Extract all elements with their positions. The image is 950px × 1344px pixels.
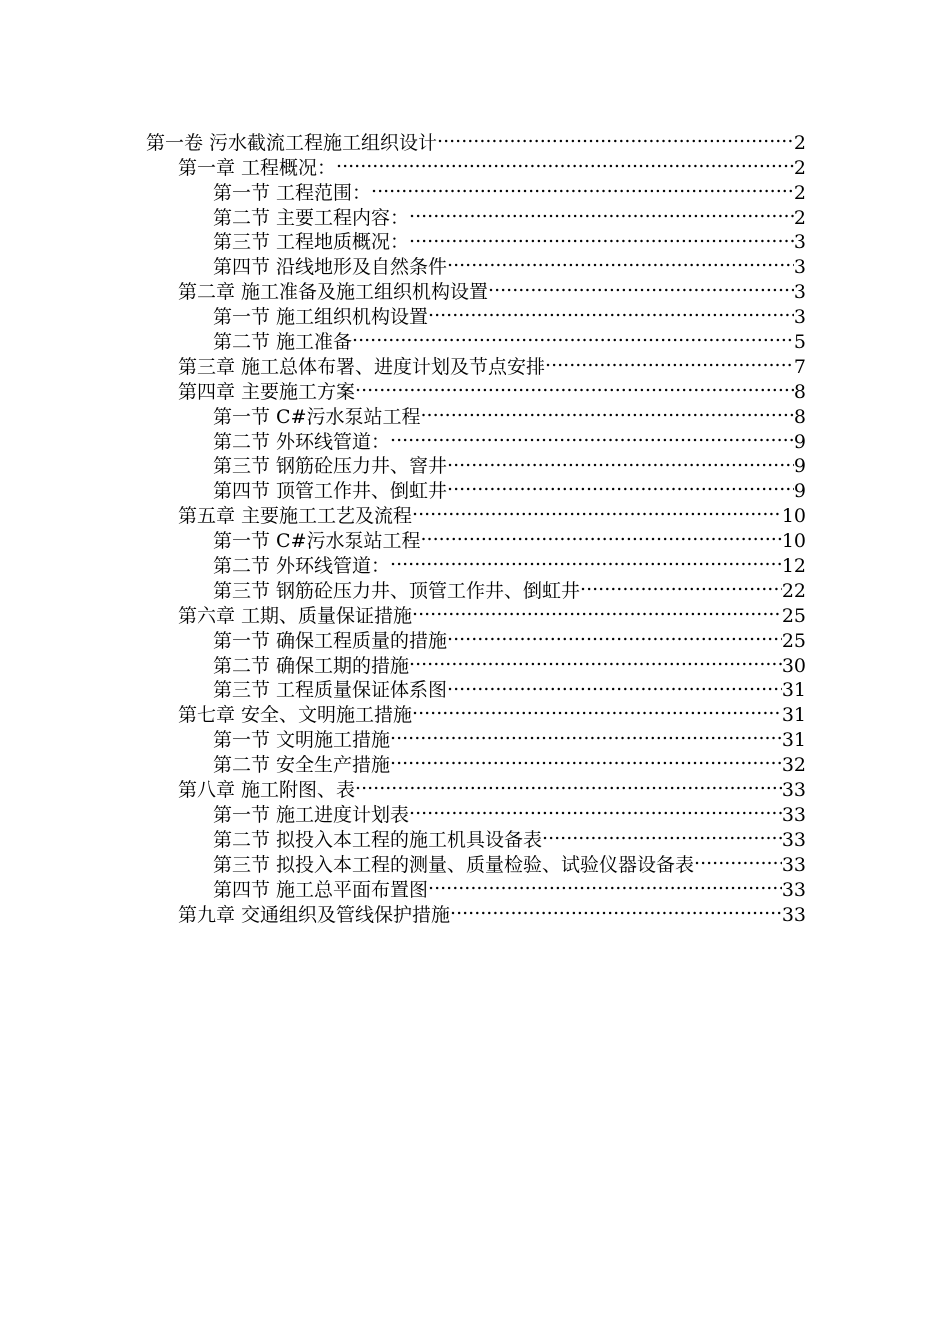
toc-entry-title: 第二节 确保工期的措施	[213, 654, 410, 677]
toc-dot-leader	[409, 199, 794, 224]
toc-section-entry[interactable]	[0, 522, 806, 553]
toc-dot-leader	[447, 472, 794, 497]
toc-section-entry[interactable]	[0, 721, 806, 752]
toc-page-number: 3	[793, 306, 806, 329]
toc-dot-leader	[409, 796, 782, 821]
toc-page-number: 33	[781, 903, 806, 926]
toc-dot-leader	[412, 497, 782, 522]
toc-dot-leader	[447, 248, 794, 273]
toc-section-entry[interactable]	[0, 323, 806, 354]
toc-page-number: 9	[793, 430, 806, 453]
toc-chapter-entry[interactable]	[0, 348, 806, 378]
toc-section-entry[interactable]	[0, 298, 806, 329]
toc-entry-title: 第三章 施工总体布署、进度计划及节点安排	[178, 355, 546, 378]
toc-page-number: 3	[793, 256, 806, 279]
toc-dot-leader	[355, 373, 794, 398]
toc-chapter-entry[interactable]	[0, 373, 806, 403]
toc-entry-title: 第六章 工期、质量保证措施	[178, 604, 413, 627]
toc-dot-leader	[428, 871, 782, 896]
toc-section-entry[interactable]	[0, 398, 806, 428]
toc-chapter-entry[interactable]	[0, 771, 806, 802]
toc-entry-title: 第四节 施工总平面布置图	[213, 878, 429, 901]
toc-entry-title: 第二节 主要工程内容：	[213, 206, 410, 229]
toc-chapter-entry[interactable]	[0, 497, 806, 528]
toc-page-number: 25	[781, 604, 806, 627]
toc-entry-title: 第七章 安全、文明施工措施	[178, 704, 413, 727]
toc-dot-leader	[390, 423, 794, 448]
toc-page-number: 5	[793, 331, 806, 354]
toc-chapter-entry[interactable]	[0, 149, 806, 179]
toc-page-number: 2	[793, 131, 806, 154]
toc-section-entry[interactable]	[0, 199, 806, 229]
toc-page-number: 10	[781, 505, 806, 528]
toc-dot-leader	[409, 647, 782, 672]
toc-page-number: 22	[781, 579, 806, 602]
toc-entry-title: 第一节 C#污水泵站工程	[213, 530, 421, 553]
toc-page-number: 31	[781, 729, 806, 752]
toc-page-number: 9	[793, 455, 806, 478]
toc-section-entry[interactable]	[0, 821, 806, 851]
toc-page-number: 25	[781, 629, 806, 652]
toc-entry-title: 第三节 钢筋砼压力井、顶管工作井、倒虹井	[213, 579, 581, 602]
toc-dot-leader	[352, 323, 794, 348]
toc-entry-title: 第八章 施工附图、表	[178, 779, 356, 802]
toc-dot-leader	[447, 672, 782, 697]
toc-page-number: 33	[781, 853, 806, 876]
toc-dot-leader	[437, 124, 794, 149]
toc-section-entry[interactable]	[0, 871, 806, 901]
toc-entry-title: 第一节 C#污水泵站工程	[213, 405, 421, 428]
toc-entry-title: 第一卷 污水截流工程施工组织设计	[146, 131, 438, 154]
toc-section-entry[interactable]	[0, 846, 806, 876]
toc-entry-title: 第二章 施工准备及施工组织机构设置	[178, 281, 489, 304]
toc-page-number: 2	[793, 206, 806, 229]
toc-entry-title: 第二节 拟投入本工程的施工机具设备表	[213, 828, 543, 851]
toc-page-number: 33	[781, 779, 806, 802]
toc-dot-leader	[336, 149, 794, 174]
toc-dot-leader	[447, 448, 794, 473]
toc-entry-title: 第一节 施工进度计划表	[213, 803, 410, 826]
toc-section-entry[interactable]	[0, 224, 806, 254]
table-of-contents	[0, 124, 950, 926]
toc-dot-leader	[545, 348, 794, 373]
toc-entry-title: 第三节 工程质量保证体系图	[213, 679, 448, 702]
toc-volume-entry[interactable]	[0, 124, 806, 154]
toc-chapter-entry[interactable]	[0, 896, 806, 926]
toc-entry-title: 第二节 外环线管道：	[213, 430, 391, 453]
toc-page-number: 31	[781, 679, 806, 702]
toc-dot-leader	[421, 398, 794, 423]
toc-dot-leader	[428, 298, 794, 323]
toc-page-number: 32	[781, 754, 806, 777]
toc-entry-title: 第四节 沿线地形及自然条件	[213, 256, 448, 279]
toc-entry-title: 第一节 施工组织机构设置	[213, 306, 429, 329]
toc-page-number: 33	[781, 803, 806, 826]
toc-dot-leader	[542, 821, 782, 846]
toc-page-number: 12	[781, 555, 806, 578]
toc-entry-title: 第二节 外环线管道：	[213, 555, 391, 578]
toc-dot-leader	[409, 224, 794, 249]
toc-section-entry[interactable]	[0, 622, 806, 652]
toc-page-number: 30	[781, 654, 806, 677]
toc-page-number: 8	[793, 380, 806, 403]
toc-page-number: 10	[781, 530, 806, 553]
toc-chapter-entry[interactable]	[0, 696, 806, 727]
toc-entry-title: 第二节 安全生产措施	[213, 754, 391, 777]
toc-entry-title: 第一节 工程范围：	[213, 181, 372, 204]
toc-entry-title: 第三节 工程地质概况：	[213, 231, 410, 254]
toc-chapter-entry[interactable]	[0, 597, 806, 627]
toc-page-number: 7	[793, 355, 806, 378]
toc-page-number: 9	[793, 480, 806, 503]
toc-dot-leader	[412, 696, 782, 721]
toc-dot-leader	[371, 174, 794, 199]
toc-page-number: 31	[781, 704, 806, 727]
toc-entry-title: 第一节 确保工程质量的措施	[213, 629, 448, 652]
toc-page-number: 33	[781, 878, 806, 901]
toc-section-entry[interactable]	[0, 672, 806, 702]
toc-section-entry[interactable]	[0, 448, 806, 478]
toc-page-number: 3	[793, 231, 806, 254]
toc-section-entry[interactable]	[0, 572, 806, 602]
toc-chapter-entry[interactable]	[0, 273, 806, 304]
toc-entry-title: 第四章 主要施工方案	[178, 380, 356, 403]
toc-entry-title: 第三节 拟投入本工程的测量、质量检验、试验仪器设备表	[213, 853, 695, 876]
toc-page-number: 2	[793, 156, 806, 179]
toc-section-entry[interactable]	[0, 472, 806, 503]
toc-dot-leader	[390, 721, 782, 746]
toc-entry-title: 第三节 钢筋砼压力井、窨井	[213, 455, 448, 478]
toc-dot-leader	[580, 572, 782, 597]
toc-page-number: 33	[781, 828, 806, 851]
toc-entry-title: 第五章 主要施工工艺及流程	[178, 505, 413, 528]
toc-entry-title: 第九章 交通组织及管线保护措施	[178, 903, 451, 926]
toc-entry-title: 第二节 施工准备	[213, 331, 353, 354]
toc-dot-leader	[390, 547, 782, 572]
toc-dot-leader	[355, 771, 782, 796]
toc-dot-leader	[488, 273, 794, 298]
toc-section-entry[interactable]	[0, 174, 806, 204]
toc-dot-leader	[447, 622, 782, 647]
toc-dot-leader	[390, 746, 782, 771]
toc-entry-title: 第一节 文明施工措施	[213, 729, 391, 752]
toc-section-entry[interactable]	[0, 547, 806, 578]
toc-section-entry[interactable]	[0, 248, 806, 279]
toc-dot-leader	[412, 597, 782, 622]
toc-entry-title: 第一章 工程概况：	[178, 156, 337, 179]
toc-page-number: 2	[793, 181, 806, 204]
toc-page-number: 3	[793, 281, 806, 304]
toc-dot-leader	[694, 846, 782, 871]
toc-section-entry[interactable]	[0, 423, 806, 453]
toc-page-number: 8	[793, 405, 806, 428]
toc-section-entry[interactable]	[0, 647, 806, 677]
toc-dot-leader	[450, 896, 782, 921]
toc-section-entry[interactable]	[0, 746, 806, 777]
toc-entry-title: 第四节 顶管工作井、倒虹井	[213, 480, 448, 503]
toc-section-entry[interactable]	[0, 796, 806, 826]
toc-dot-leader	[421, 522, 782, 547]
